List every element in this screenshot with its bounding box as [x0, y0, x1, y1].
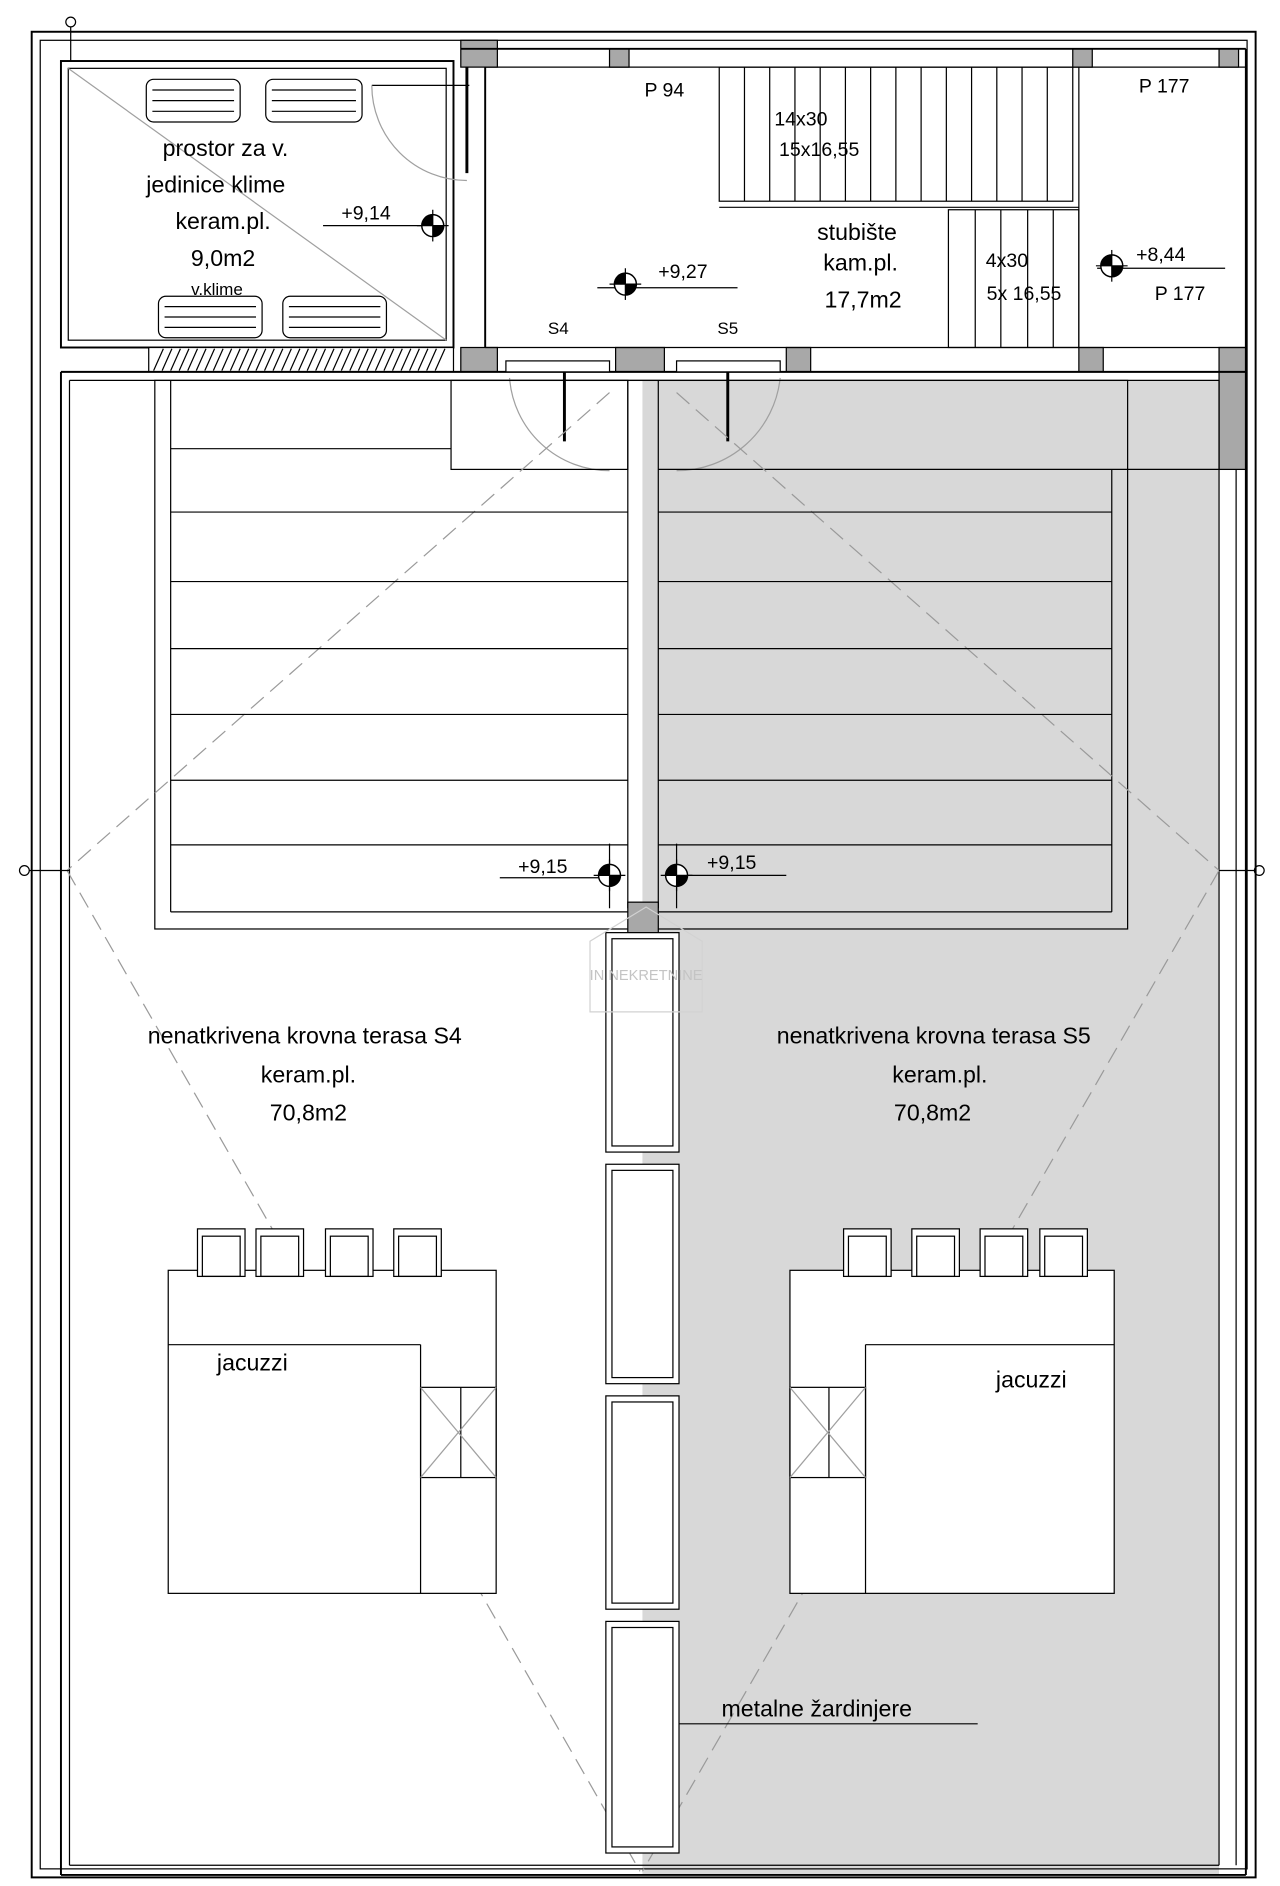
planter-outer [606, 933, 679, 1152]
ac-room-area: 9,0m2 [190, 244, 256, 271]
jacuzzi-s5-outline [790, 1270, 1114, 1593]
metal-planter [606, 933, 679, 1152]
column [610, 49, 630, 67]
column [1219, 347, 1246, 469]
ac-unit-icon [146, 79, 240, 122]
ac-unit-icon [158, 296, 262, 337]
planter-outer [606, 1164, 679, 1383]
ac-unit-icon [266, 79, 362, 122]
stair-room-code: P 94 [644, 79, 685, 102]
sun-lounger-icon [325, 1229, 373, 1277]
planter-outer [606, 1396, 679, 1609]
terrace-s4-finish: keram.pl. [260, 1061, 357, 1088]
stair-area: 17,7m2 [824, 286, 902, 313]
door-s4-label: S4 [547, 319, 569, 339]
column [1073, 49, 1093, 67]
column [786, 347, 810, 371]
stair-finish: kam.pl. [823, 249, 898, 276]
terrace-s4-area: 70,8m2 [269, 1099, 348, 1126]
stair-flight-short-risers: 5x 16,55 [986, 282, 1062, 305]
sun-lounger-icon [256, 1229, 304, 1277]
sun-lounger-icon [1040, 1229, 1088, 1277]
terrace-s4-name: nenatkrivena krovna terasa S4 [147, 1022, 462, 1049]
stair-flight-long-treads: 14x30 [774, 108, 828, 131]
column [1079, 347, 1103, 371]
terrace-s5-jacuzzi-label: jacuzzi [995, 1366, 1067, 1393]
door-s5-opening [677, 361, 781, 372]
column [461, 40, 498, 67]
planter-outer [606, 1621, 679, 1853]
metal-planter [606, 1621, 679, 1853]
jacuzzi-s4-outline [168, 1270, 496, 1593]
door-s5-label: S5 [717, 319, 739, 339]
stair-flight-long-risers: 15x16,55 [779, 139, 860, 162]
ac-unit-icon [283, 296, 387, 337]
ac-room-title-line1: prostor za v. [162, 135, 289, 162]
stair-landing-level: +8,44 [1136, 243, 1186, 266]
sun-lounger-icon [197, 1229, 245, 1277]
hatched-wall-strip [149, 347, 454, 371]
terrace-s5-area: 70,8m2 [893, 1099, 972, 1126]
ac-room-units-label: v.klime [191, 280, 243, 300]
terrace-s5-name: nenatkrivena krovna terasa S5 [776, 1022, 1091, 1049]
watermark: IN NEKRETNINE [589, 968, 703, 985]
terrace-s5-shading [642, 380, 1219, 1875]
stair-flight-short-treads: 4x30 [985, 250, 1029, 273]
sun-lounger-icon [980, 1229, 1028, 1277]
sun-lounger-icon [394, 1229, 442, 1277]
stair-landing-code-top: P 177 [1138, 75, 1190, 98]
pergola-level-left: +9,15 [518, 855, 568, 878]
planters-label: metalne žardinjere [721, 1695, 913, 1722]
column [616, 347, 665, 371]
ac-room-level: +9,14 [341, 202, 391, 225]
planter-head-block [628, 902, 658, 932]
sun-lounger-icon [844, 1229, 892, 1277]
ac-room-finish: keram.pl. [175, 208, 271, 235]
terrace-s5-finish: keram.pl. [892, 1061, 988, 1088]
sun-lounger-icon [912, 1229, 960, 1277]
stair-level: +9,27 [658, 261, 708, 284]
column [461, 347, 498, 371]
column [1219, 49, 1239, 67]
terrace-s4-jacuzzi-label: jacuzzi [216, 1349, 288, 1376]
pergola-level-right: +9,15 [707, 852, 757, 875]
ac-room-title-line2: jedinice klime [146, 171, 286, 198]
metal-planter [606, 1396, 679, 1609]
door-s4-opening [506, 361, 610, 372]
stair-name: stubište [817, 219, 897, 246]
metal-planter [606, 1164, 679, 1383]
stair-landing-code-bottom: P 177 [1154, 282, 1206, 305]
